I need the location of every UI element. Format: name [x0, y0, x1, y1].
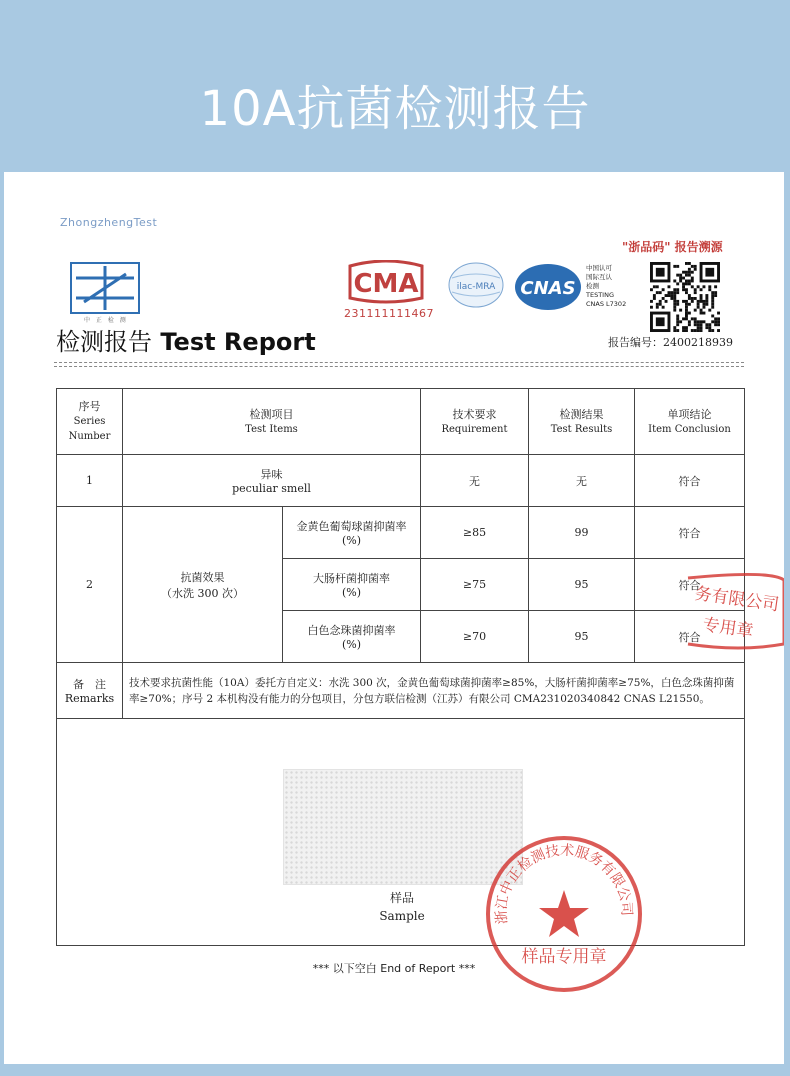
svg-text:样品专用章: 样品专用章 [521, 947, 607, 967]
cnas-accreditation-text: 中国认可 国际互认 检测 TESTING CNAS L7302 [586, 264, 627, 308]
header-divider [54, 362, 744, 363]
table-header-row [57, 389, 745, 455]
cnas-label: CNAS [520, 278, 576, 299]
header-requirement: 技术要求 Requirement [421, 389, 529, 455]
ilac-label: ilac-MRA [456, 282, 496, 292]
page-title: 10A抗菌检测报告 [199, 80, 591, 137]
report-title-en: Test Report [160, 328, 316, 356]
remarks-text: 技术要求抗菌性能（10A）委托方自定义：水洗 300 次，金黄色葡萄球菌抑菌率≥85%，大肠杆菌抑菌率≥75%，白色念珠菌抑菌率≥70%；序号 2 本机构没有能力的分包项目，分包方联信检测（江苏）有限公司 CMA231020340842 CNAS L21550。 [123, 663, 745, 719]
header-test-results: 检测结果 Test Results [529, 389, 635, 455]
cnas-logo [513, 262, 583, 312]
header-divider [54, 366, 744, 367]
page-banner [0, 0, 790, 172]
report-trace-label: "浙品码" 报告溯源 [622, 240, 723, 254]
logo-subtext: 中 正 检 测 [84, 317, 128, 324]
table-row: 1 异味 peculiar smell 无 无 符合 [57, 455, 745, 507]
report-sheet [4, 172, 784, 1064]
svg-text:务有限公司: 务有限公司 [693, 583, 781, 616]
ilac-mra-logo [446, 260, 506, 310]
sample-label: 样品 Sample [379, 891, 425, 923]
remarks-row [57, 663, 745, 719]
cma-number: 231111111467 [344, 307, 434, 320]
sample-row [57, 719, 745, 946]
lab-logo-icon [70, 262, 140, 314]
qr-code-icon[interactable] [650, 262, 722, 332]
cma-logo [344, 260, 428, 304]
svg-text:专用章: 专用章 [701, 614, 755, 642]
table-row: 2 抗菌效果 （水洗 300 次） 金黄色葡萄球菌抑菌率 (%) ≥85 99 符合 [57, 507, 745, 559]
fabric-sample-image [283, 769, 523, 885]
header-item-conclusion: 单项结论 Item Conclusion [635, 389, 745, 455]
header-number: 序号 Series Number [57, 389, 123, 455]
end-of-report: *** 以下空白 End of Report *** [312, 962, 476, 975]
svg-text:浙江中正检测技术服务有限公司: 浙江中正检测技术服务有限公司 [493, 842, 635, 925]
report-number: 报告编号：2400218939 [608, 336, 733, 349]
sample-cell [57, 719, 745, 946]
brand-name: ZhongzhengTest [60, 216, 158, 229]
remarks-label: 备 注 Remarks [57, 663, 123, 719]
test-results-table [56, 388, 745, 946]
report-title-zh: 检测报告 [56, 328, 152, 356]
table-row: 大肠杆菌抑菌率 (%) ≥75 95 符合 [57, 559, 745, 611]
report-title [56, 322, 316, 357]
table-row: 白色念珠菌抑菌率 (%) ≥70 95 符合 [57, 611, 745, 663]
header-test-items: 检测项目 Test Items [123, 389, 421, 455]
cma-label: CMA [353, 269, 419, 299]
